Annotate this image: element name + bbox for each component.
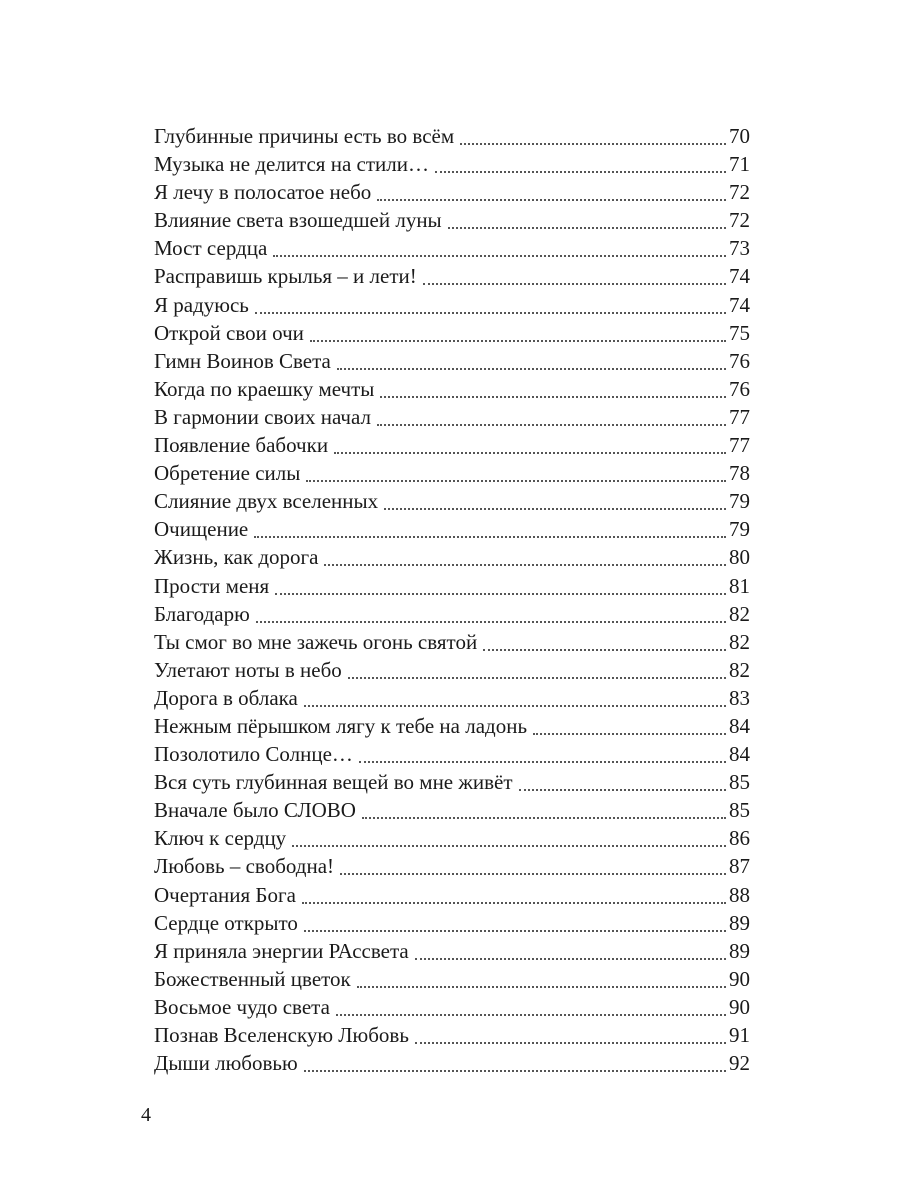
- toc-entry-page: 76: [729, 376, 750, 401]
- toc-entry-page: 85: [729, 798, 750, 823]
- dot-leader: [292, 845, 726, 847]
- toc-entry-page: 90: [729, 966, 750, 991]
- dot-leader: [533, 733, 726, 735]
- toc-entry-title: Позолотило Солнце…: [154, 742, 353, 767]
- dot-leader: [273, 255, 726, 257]
- toc-entry: [154, 824, 750, 852]
- toc-entry-title: Любовь – свободна!: [154, 854, 335, 879]
- toc-entry: [154, 740, 750, 768]
- dot-leader: [357, 986, 726, 988]
- dot-leader: [256, 621, 726, 623]
- toc-entry-title: Вся суть глубинная вещей во мне живёт: [154, 770, 513, 795]
- toc-entry: [154, 684, 750, 712]
- dot-leader: [255, 312, 726, 314]
- toc-entry-title: Открой свои очи: [154, 320, 304, 345]
- toc-entry-title: Очертания Бога: [154, 882, 296, 907]
- toc-entry-title: Сердце открыто: [154, 910, 298, 935]
- toc-entry-title: Прости меня: [154, 573, 270, 598]
- dot-leader: [304, 1070, 726, 1072]
- toc-entry: [154, 881, 750, 909]
- toc-entry-title: Я приняла энергии РАссвета: [154, 938, 409, 963]
- dot-leader: [435, 171, 726, 173]
- dot-leader: [304, 705, 726, 707]
- toc-entry-page: 91: [729, 1023, 750, 1047]
- dot-leader: [460, 143, 726, 145]
- dot-leader: [337, 368, 726, 370]
- toc-entry-page: 72: [729, 180, 750, 205]
- dot-leader: [302, 902, 726, 904]
- toc-entry-page: 76: [729, 348, 750, 373]
- toc-entry-page: 92: [729, 1051, 750, 1076]
- toc-entry: [154, 403, 750, 431]
- toc-entry: [154, 993, 750, 1021]
- toc-entry-title: Ключ к сердцу: [154, 826, 287, 851]
- toc-entry-title: Нежным пёрышком лягу к тебе на ладонь: [154, 713, 528, 738]
- toc-entry-page: 84: [729, 742, 750, 767]
- page-number: 4: [141, 1104, 151, 1126]
- toc-entry-title: Познав Вселенскую Любовь: [154, 1023, 409, 1047]
- toc-entry-title: Когда по краешку мечты: [154, 376, 375, 401]
- toc-entry-page: 83: [729, 685, 750, 710]
- dot-leader: [254, 536, 726, 538]
- toc-entry: [154, 600, 750, 628]
- toc-entry: [154, 206, 750, 234]
- dot-leader: [306, 480, 726, 482]
- toc-entry-title: Дорога в облака: [154, 685, 298, 710]
- dot-leader: [415, 958, 726, 960]
- toc-entry: [154, 150, 750, 178]
- toc-entry-page: 79: [729, 489, 750, 514]
- toc-entry-title: Жизнь, как дорога: [154, 545, 319, 570]
- toc-entry-page: 90: [729, 994, 750, 1019]
- toc-entry-title: Расправишь крылья – и лети!: [154, 264, 417, 289]
- dot-leader: [304, 930, 726, 932]
- toc-entry-title: Дыши любовью: [154, 1051, 298, 1076]
- dot-leader: [377, 199, 726, 201]
- dot-leader: [519, 789, 726, 791]
- toc-entry-title: Божественный цветок: [154, 966, 351, 991]
- toc-entry-page: 86: [729, 826, 750, 851]
- toc-entry-page: 82: [729, 657, 750, 682]
- toc-entry: [154, 234, 750, 262]
- toc-entry-page: 82: [729, 629, 750, 654]
- toc-entry-title: Я радуюсь: [154, 292, 249, 317]
- toc-entry: [154, 487, 750, 515]
- toc-entry-page: 80: [729, 545, 750, 570]
- toc-entry: [154, 712, 750, 740]
- toc-entry-title: Восьмое чудо света: [154, 994, 330, 1019]
- toc-entry: [154, 628, 750, 656]
- toc-entry-page: 82: [729, 601, 750, 626]
- dot-leader: [336, 1014, 726, 1016]
- toc-entry-title: Музыка не делится на стили…: [154, 152, 429, 177]
- toc-entry-page: 75: [729, 320, 750, 345]
- toc-entry: [154, 178, 750, 206]
- toc-entry-title: Улетают ноты в небо: [154, 657, 342, 682]
- dot-leader: [384, 508, 726, 510]
- toc-entry: [154, 572, 750, 600]
- toc-entry-page: 74: [729, 264, 750, 289]
- dot-leader: [380, 396, 726, 398]
- toc-entry-page: 71: [729, 152, 750, 177]
- toc-entry: [154, 656, 750, 684]
- toc-entry-title: Мост сердца: [154, 236, 268, 261]
- toc-entry: [154, 262, 750, 290]
- toc-entry: [154, 375, 750, 403]
- toc-entry: [154, 122, 750, 150]
- toc-entry-title: Слияние двух вселенных: [154, 489, 379, 514]
- toc-entry-page: 89: [729, 910, 750, 935]
- toc-entry-title: Появление бабочки: [154, 433, 329, 458]
- toc-entry: [154, 515, 750, 543]
- toc-entry-title: В гармонии своих начал: [154, 404, 371, 429]
- toc-entry-page: 87: [729, 854, 750, 879]
- toc-entry: [154, 768, 750, 796]
- dot-leader: [483, 649, 726, 651]
- toc-entry: [154, 431, 750, 459]
- toc-entry: [154, 1049, 750, 1077]
- toc-entry-title: Я лечу в полосатое небо: [154, 180, 372, 205]
- dot-leader: [340, 873, 726, 875]
- dot-leader: [348, 677, 726, 679]
- toc-entry-title: Ты смог во мне зажечь огонь святой: [154, 629, 478, 654]
- dot-leader: [448, 227, 726, 229]
- toc-entry-page: 70: [729, 124, 750, 148]
- dot-leader: [362, 817, 726, 819]
- toc-entry: [154, 347, 750, 375]
- dot-leader: [334, 452, 726, 454]
- toc-entry-page: 77: [729, 433, 750, 458]
- dot-leader: [275, 593, 726, 595]
- toc-entry-page: 81: [729, 573, 750, 598]
- toc-entry-title: Обретение силы: [154, 461, 301, 486]
- toc-entry-title: Благодарю: [154, 601, 250, 626]
- dot-leader: [377, 424, 726, 426]
- toc-entry: [154, 909, 750, 937]
- toc-entry-page: 77: [729, 404, 750, 429]
- toc-entry-page: 72: [729, 208, 750, 233]
- toc-entry: [154, 291, 750, 319]
- toc-entry: [154, 937, 750, 965]
- toc-entry: [154, 1021, 750, 1049]
- dot-leader: [324, 564, 726, 566]
- toc-entry-title: Очищение: [154, 517, 249, 542]
- toc-entry-title: Вначале было СЛОВО: [154, 798, 356, 823]
- dot-leader: [423, 283, 726, 285]
- toc-entry: [154, 543, 750, 571]
- toc-entry-page: 85: [729, 770, 750, 795]
- toc-entry-title: Гимн Воинов Света: [154, 348, 331, 373]
- toc-entry-page: 88: [729, 882, 750, 907]
- toc-entry-page: 78: [729, 461, 750, 486]
- dot-leader: [415, 1042, 726, 1044]
- toc-entry-page: 89: [729, 938, 750, 963]
- toc-entry-page: 84: [729, 713, 750, 738]
- dot-leader: [359, 761, 726, 763]
- toc-entry-page: 79: [729, 517, 750, 542]
- table-of-contents: [154, 122, 750, 1077]
- toc-entry-page: 73: [729, 236, 750, 261]
- toc-entry: [154, 319, 750, 347]
- dot-leader: [310, 340, 726, 342]
- toc-entry: [154, 459, 750, 487]
- toc-entry: [154, 965, 750, 993]
- toc-entry: [154, 852, 750, 880]
- toc-entry-page: 74: [729, 292, 750, 317]
- toc-entry: [154, 796, 750, 824]
- toc-entry-title: Влияние света взошедшей луны: [154, 208, 442, 233]
- toc-entry-title: Глубинные причины есть во всём: [154, 124, 455, 148]
